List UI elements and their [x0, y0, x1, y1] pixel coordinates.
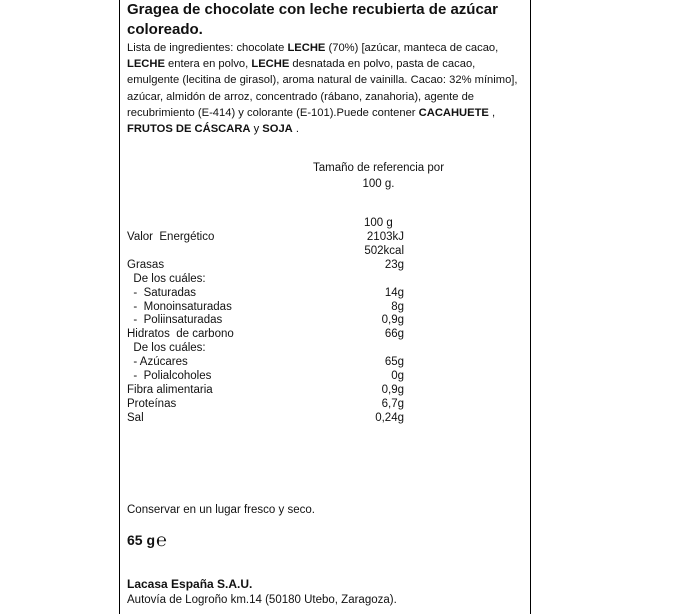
nutrition-label: - Poliinsaturadas	[127, 314, 223, 327]
allergen-text: FRUTOS DE CÁSCARA	[127, 123, 251, 136]
company-address: Autovía de Logroño km.14 (50180 Utebo, Zaragoza).	[127, 594, 397, 606]
nutrition-label: Grasas	[127, 258, 165, 271]
nutrition-label: Fibra alimentaria	[127, 383, 213, 396]
allergen-text: CACAHUETE	[418, 106, 489, 119]
nutrition-value: 502kcal	[364, 244, 404, 257]
allergen-text: LECHE	[287, 42, 326, 54]
nutrition-value: 2103kJ	[366, 231, 404, 243]
nutrition-value: 0,9g	[381, 314, 404, 327]
ingredient-text: .	[292, 123, 299, 136]
estimated-sign-icon: ℮	[156, 530, 167, 550]
nutrition-value: 0g	[391, 370, 404, 382]
nutrition-label: Hidratos de carbono	[127, 328, 234, 341]
nutrition-label: De los cuáles:	[127, 272, 206, 285]
company-name: Lacasa España S.A.U.	[127, 577, 253, 591]
ingredient-text: (70%) [azúcar, manteca de cacao,	[325, 42, 499, 54]
nutrition-value: 14g	[384, 286, 404, 299]
nutrition-value: 23g	[384, 258, 404, 271]
nutrition-value: 6,7g	[381, 397, 404, 410]
column-header: 100 g	[364, 217, 393, 229]
ingredients-list	[127, 40, 529, 137]
nutrition-value: 8g	[391, 300, 404, 313]
storage-instructions: Conservar en un lugar fresco y seco.	[127, 504, 315, 516]
nutrition-value: 65g	[384, 356, 404, 369]
nutrition-value: 0,9g	[381, 383, 404, 396]
nutrition-label: De los cuáles:	[127, 342, 206, 355]
nutrition-label: Proteínas	[127, 397, 177, 410]
allergen-text: LECHE	[127, 58, 165, 71]
ingredient-text: desnatada en polvo, pasta de cacao, emulgente (lecitina de girasol), aroma natural de vainilla. Cacao: 32% mínimo], azúcar, almidón de arroz, concentrado (rábano, zanahoria), agente de recubrimiento (E-414) y colorante (E-101).Puede contener	[127, 58, 518, 119]
reference-line-2: 100 g.	[362, 178, 395, 190]
net-weight-value: 65 g	[127, 532, 156, 548]
reference-line-1: Tamaño de referencia por	[312, 162, 445, 174]
nutrition-value: 0,24g	[375, 411, 404, 424]
allergen-text: LECHE	[251, 58, 290, 71]
nutrition-label: Sal	[127, 411, 144, 424]
ingredient-text: ,	[488, 106, 496, 119]
product-title: Gragea de chocolate con leche recubierta de azúcar coloreado.	[127, 1, 498, 38]
nutrition-label: Valor Energético	[127, 231, 215, 243]
ingredient-text: Lista de ingredientes: chocolate	[127, 42, 288, 54]
nutrition-label: - Azúcares	[127, 356, 188, 369]
label-sheet	[119, 0, 531, 614]
nutrition-label: - Monoinsaturadas	[127, 300, 232, 313]
nutrition-value: 66g	[384, 328, 404, 341]
ingredient-text: entera en polvo,	[164, 58, 252, 71]
net-weight	[127, 532, 167, 548]
nutrition-label: - Polialcoholes	[127, 370, 212, 382]
reference-size	[306, 160, 451, 192]
nutrition-label: - Saturadas	[127, 286, 197, 299]
ingredient-text: y	[250, 123, 263, 136]
allergen-text: SOJA	[262, 123, 293, 136]
